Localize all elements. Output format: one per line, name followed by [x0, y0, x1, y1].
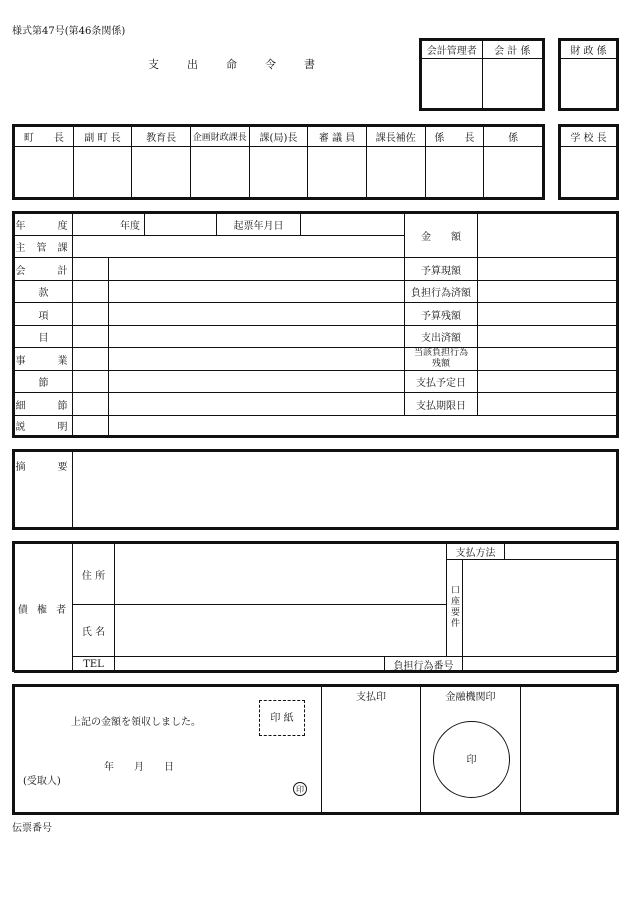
row-label-description: 説 明 — [15, 416, 73, 436]
bank-seal-label: 金融機関印 — [445, 692, 496, 703]
deadline-input[interactable] — [478, 393, 617, 416]
row-label-kan: 款 — [15, 281, 73, 303]
account-code[interactable] — [73, 258, 109, 281]
principal-box — [558, 124, 619, 200]
receipt-box — [12, 684, 619, 815]
summary-box — [12, 449, 619, 530]
budget-remaining-label: 予算残額 — [405, 303, 478, 326]
description-code[interactable] — [73, 416, 109, 436]
summary-input[interactable] — [73, 452, 617, 528]
row-label-fiscal-year: 年 度 — [15, 214, 73, 236]
receipt-area — [15, 687, 322, 813]
accounting-staff-seal-cell[interactable] — [482, 59, 543, 109]
approval-seal-cell-4[interactable] — [249, 147, 308, 198]
row-label-moku: 目 — [15, 326, 73, 348]
address-input[interactable] — [115, 544, 447, 605]
main-table-box — [12, 211, 619, 438]
commitment-remaining-input[interactable] — [478, 348, 617, 371]
approval-label-1: 副 町 長 — [73, 127, 132, 147]
amount-input[interactable] — [478, 214, 617, 258]
approval-row-box — [12, 124, 545, 200]
name-label: 氏 名 — [73, 605, 115, 657]
department-input[interactable] — [73, 236, 405, 258]
account-requirements-label: 口座要件 — [447, 560, 463, 657]
payment-seal-label: 支払印 — [356, 692, 386, 703]
receipt-text: 上記の金額を領収しました。 — [71, 717, 201, 728]
moku-name[interactable] — [109, 326, 405, 348]
scheduled-pay-label: 支払予定日 — [405, 371, 478, 393]
approval-accounting-box — [419, 38, 545, 111]
subsetsu-code[interactable] — [73, 393, 109, 416]
scheduled-pay-input[interactable] — [478, 371, 617, 393]
payment-seal-cell[interactable] — [322, 687, 421, 813]
approval-label-4: 課(局)長 — [249, 127, 308, 147]
bank-seal-cell[interactable] — [421, 687, 521, 813]
principal-seal-cell[interactable] — [561, 147, 617, 198]
fiscal-year-input[interactable] — [145, 214, 217, 236]
amount-label: 金 額 — [405, 214, 478, 258]
tel-label: TEL — [73, 657, 115, 673]
bank-seal-circle-icon: 印 — [433, 721, 510, 798]
kan-name[interactable] — [109, 281, 405, 303]
payment-method-input[interactable] — [505, 544, 617, 560]
summary-label: 摘 要 — [15, 452, 73, 528]
seal-mark-icon: 印 — [293, 782, 307, 796]
approval-seal-cell-1[interactable] — [73, 147, 132, 198]
paid-label: 支出済額 — [405, 326, 478, 348]
payment-method-label: 支払方法 — [447, 544, 505, 560]
row-label-project: 事 業 — [15, 348, 73, 371]
approval-label-8: 係 — [484, 127, 543, 147]
main-table — [14, 213, 617, 436]
finance-staff-seal-cell[interactable] — [561, 59, 617, 109]
commitment-done-label: 負担行為済額 — [405, 281, 478, 303]
document-title: 支 出 命 令 書 — [148, 58, 317, 71]
project-code[interactable] — [73, 348, 109, 371]
approval-label-5: 審 議 員 — [308, 127, 367, 147]
approval-finance-box — [558, 38, 619, 111]
kou-name[interactable] — [109, 303, 405, 326]
budget-current-label: 予算現額 — [405, 258, 478, 281]
subsetsu-name[interactable] — [109, 393, 405, 416]
approval-seal-cell-6[interactable] — [366, 147, 425, 198]
approval-seal-cell-7[interactable] — [425, 147, 484, 198]
approval-label-6: 課長補佐 — [366, 127, 425, 147]
commitment-done-input[interactable] — [478, 281, 617, 303]
row-label-kou: 項 — [15, 303, 73, 326]
description-input[interactable] — [109, 416, 617, 436]
accounting-manager-seal-cell[interactable] — [422, 59, 483, 109]
form-number: 様式第47号(第46条関係) — [12, 26, 126, 37]
kan-code[interactable] — [73, 281, 109, 303]
row-label-subsetsu: 細 節 — [15, 393, 73, 416]
project-name[interactable] — [109, 348, 405, 371]
revenue-stamp-box[interactable]: 印 紙 — [259, 700, 305, 736]
setsu-name[interactable] — [109, 371, 405, 393]
moku-code[interactable] — [73, 326, 109, 348]
receipt-extra-cell[interactable] — [521, 687, 617, 813]
approval-label-3: 企画財政課長 — [190, 127, 249, 147]
row-label-setsu: 節 — [15, 371, 73, 393]
deadline-label: 支払期限日 — [405, 393, 478, 416]
row-label-account: 会 計 — [15, 258, 73, 281]
approval-seal-cell-0[interactable] — [15, 147, 74, 198]
fiscal-year-unit: 年度 — [73, 214, 145, 236]
creditor-label: 債 権 者 — [15, 544, 73, 673]
address-label: 住 所 — [73, 544, 115, 605]
approval-seal-cell-5[interactable] — [308, 147, 367, 198]
budget-current-input[interactable] — [478, 258, 617, 281]
issue-date-label: 起票年月日 — [217, 214, 301, 236]
commitment-remaining-label: 当該負担行為残額 — [405, 348, 478, 371]
account-requirements-input[interactable] — [463, 560, 617, 657]
principal-label: 学 校 長 — [561, 127, 617, 147]
approval-label-2: 教育長 — [132, 127, 191, 147]
recipient-label: (受取人) — [23, 776, 61, 787]
finance-staff-label: 財 政 係 — [561, 41, 617, 59]
row-label-department: 主 管 課 — [15, 236, 73, 258]
budget-remaining-input[interactable] — [478, 303, 617, 326]
approval-label-0: 町 長 — [15, 127, 74, 147]
approval-seal-cell-8[interactable] — [484, 147, 543, 198]
name-input[interactable] — [115, 605, 447, 657]
creditor-box — [12, 541, 619, 672]
tel-input[interactable] — [115, 657, 385, 673]
approval-seal-cell-2[interactable] — [132, 147, 191, 198]
slip-number-label: 伝票番号 — [12, 823, 52, 834]
receipt-date: 年 月 日 — [104, 762, 174, 773]
account-name[interactable] — [109, 258, 405, 281]
approval-label-7: 係 長 — [425, 127, 484, 147]
issue-date-input[interactable] — [301, 214, 405, 236]
commitment-number-input[interactable] — [463, 657, 617, 673]
paid-input[interactable] — [478, 326, 617, 348]
accounting-manager-label: 会計管理者 — [422, 41, 483, 59]
setsu-code[interactable] — [73, 371, 109, 393]
commitment-number-label: 負担行為番号 — [385, 657, 463, 673]
approval-seal-cell-3[interactable] — [190, 147, 249, 198]
kou-code[interactable] — [73, 303, 109, 326]
accounting-staff-label: 会 計 係 — [482, 41, 543, 59]
